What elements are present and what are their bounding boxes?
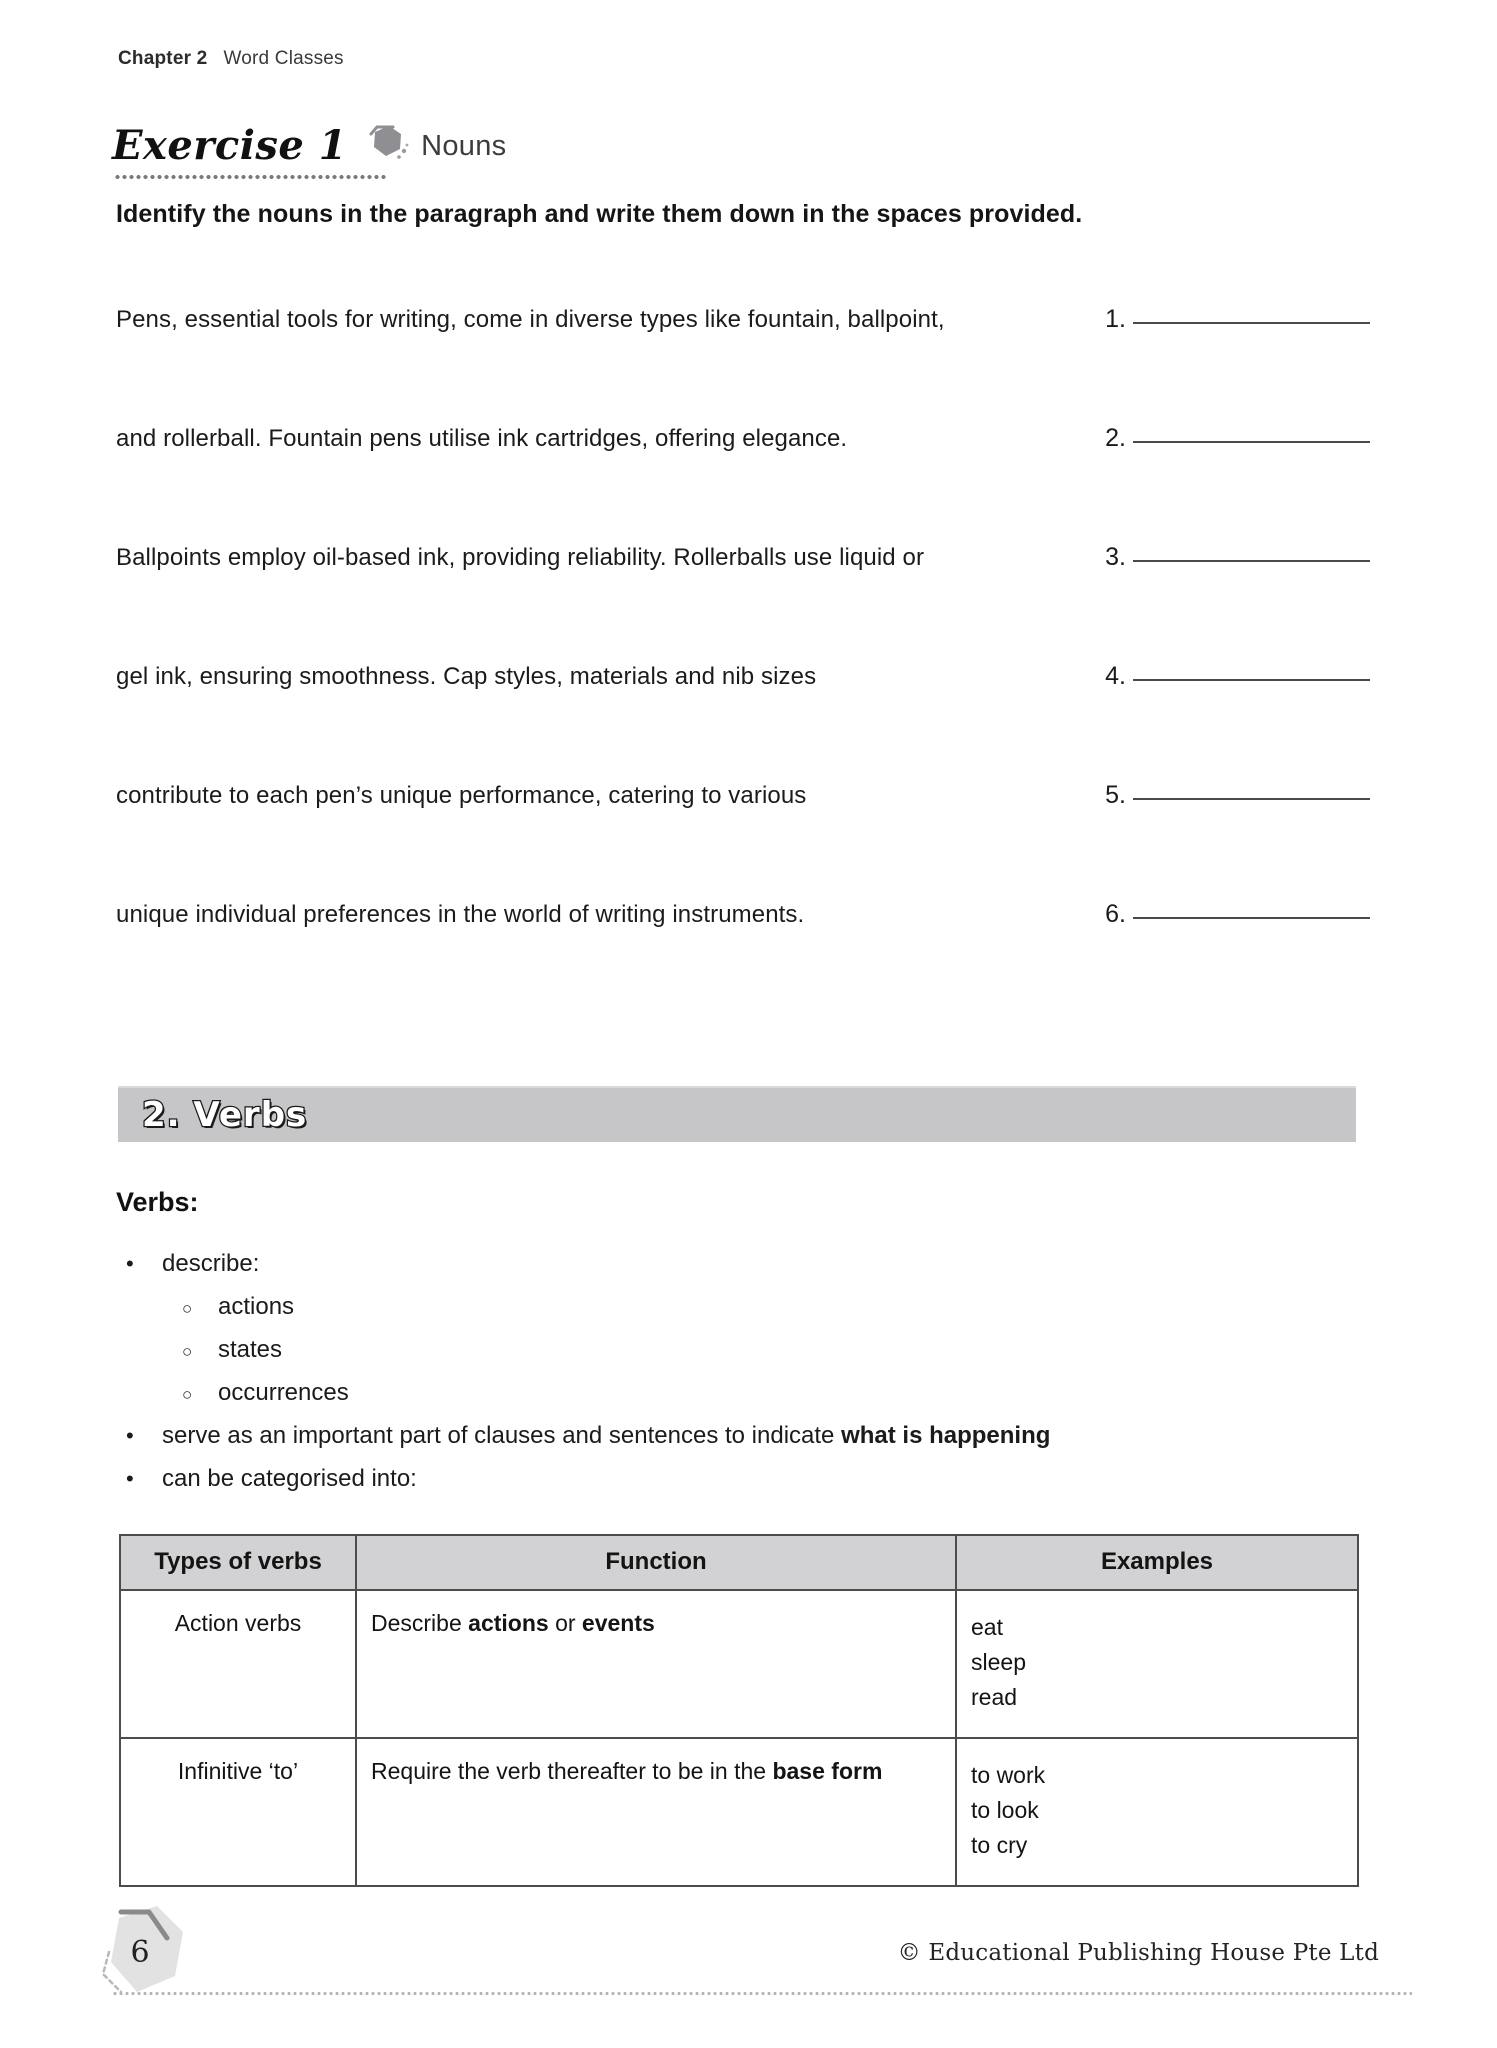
exercise-title: Exercise 1 [112, 122, 348, 169]
list-item-label: states [218, 1336, 283, 1363]
list-item [116, 1293, 1356, 1336]
paragraph-line: Ballpoints employ oil-based ink, providing reliability. Rollerballs use liquid or [116, 544, 925, 571]
chapter-label: Chapter 2 [118, 48, 208, 69]
example-item: sleep [971, 1648, 1026, 1675]
answer-slot[interactable] [1096, 424, 1386, 453]
section-banner-title: 2. Verbs [142, 1095, 308, 1135]
function-emphasis: events [581, 1610, 655, 1636]
paragraph-row [116, 543, 1386, 662]
answer-write-line[interactable] [1133, 441, 1370, 443]
paragraph-row [116, 424, 1386, 543]
answer-slot[interactable] [1096, 662, 1386, 691]
page-number: 6 [130, 1934, 150, 1970]
answer-number: 5. [1105, 781, 1126, 809]
answer-write-line[interactable] [1133, 917, 1370, 919]
list-item-emphasis: what is happening [841, 1422, 1051, 1449]
list-item [116, 1422, 1356, 1465]
cell-function: Describe actions or events [356, 1590, 956, 1738]
bullet-dot-icon: • [126, 1423, 134, 1448]
copyright-notice: © Educational Publishing House Pte Ltd [897, 1940, 1379, 1966]
paragraph-and-answers [116, 305, 1386, 1019]
paragraph-row [116, 781, 1386, 900]
answer-number: 2. [1105, 424, 1126, 452]
answer-number: 4. [1105, 662, 1126, 690]
paragraph-line: gel ink, ensuring smoothness. Cap styles, materials and nib sizes [116, 663, 817, 690]
bullet-dot-icon: • [126, 1251, 134, 1276]
function-emphasis: base form [772, 1758, 883, 1784]
example-item: eat [971, 1614, 1003, 1640]
section-banner-verbs [118, 1086, 1356, 1142]
answer-write-line[interactable] [1133, 322, 1370, 324]
list-item-label: occurrences [218, 1379, 349, 1406]
paragraph-line: unique individual preferences in the world of writing instruments. [116, 901, 805, 928]
list-item-label: actions [218, 1293, 295, 1320]
list-item-label: describe: [162, 1250, 260, 1277]
paragraph-line: contribute to each pen’s unique performance, catering to various [116, 782, 807, 809]
verbs-bullet-list [116, 1250, 1356, 1508]
footer-dotted-rule [112, 1991, 1412, 1996]
column-header-examples: Examples [956, 1535, 1358, 1590]
cell-verb-type: Action verbs [120, 1590, 356, 1738]
paragraph-line: Pens, essential tools for writing, come in diverse types like fountain, ballpoint, [116, 306, 945, 333]
paragraph-row [116, 900, 1386, 1019]
answer-slot[interactable] [1096, 900, 1386, 929]
list-item [116, 1336, 1356, 1379]
exercise-topic: Nouns [421, 130, 507, 162]
answer-slot[interactable] [1096, 781, 1386, 810]
example-item: to work [971, 1762, 1046, 1788]
paragraph-row [116, 305, 1386, 424]
exercise-header [112, 110, 507, 169]
bullet-circle-icon: ○ [182, 1385, 193, 1404]
cell-verb-type: Infinitive ‘to’ [120, 1738, 356, 1886]
column-header-types: Types of verbs [120, 1535, 356, 1590]
answer-write-line[interactable] [1133, 560, 1370, 562]
answer-number: 6. [1105, 900, 1126, 928]
bullet-dot-icon: • [126, 1466, 134, 1491]
column-header-function: Function [356, 1535, 956, 1590]
list-item [116, 1379, 1356, 1422]
table-header-row [120, 1535, 1358, 1590]
cell-examples [956, 1590, 1358, 1738]
table-row [120, 1738, 1358, 1886]
verbs-subheading: Verbs: [116, 1187, 199, 1217]
list-item-label: can be categorised into: [162, 1465, 417, 1492]
exercise-underline-dots [114, 174, 386, 180]
answer-number: 1. [1105, 305, 1126, 333]
bullet-circle-icon: ○ [182, 1299, 193, 1318]
bullet-circle-icon: ○ [182, 1342, 193, 1361]
list-item-label: serve as an important part of clauses and sentences to indicate what is happening [162, 1422, 1051, 1449]
answer-number: 3. [1105, 543, 1126, 571]
chapter-title: Word Classes [223, 48, 344, 69]
paragraph-row [116, 662, 1386, 781]
verb-types-table [119, 1534, 1359, 1887]
answer-write-line[interactable] [1133, 798, 1370, 800]
cell-examples [956, 1738, 1358, 1886]
example-item: read [971, 1683, 1018, 1710]
list-item [116, 1465, 1356, 1508]
function-emphasis: actions [468, 1610, 549, 1636]
example-item: to look [971, 1796, 1039, 1823]
answer-slot[interactable] [1096, 305, 1386, 334]
example-item: to cry [971, 1831, 1028, 1858]
cell-function: Require the verb thereafter to be in the base form [356, 1738, 956, 1886]
exercise-instruction: Identify the nouns in the paragraph and write them down in the spaces provided. [116, 200, 1083, 228]
pencil-hexagon-icon [363, 120, 409, 162]
chapter-running-head [118, 48, 344, 70]
answer-write-line[interactable] [1133, 679, 1370, 681]
answer-slot[interactable] [1096, 543, 1386, 572]
list-item [116, 1250, 1356, 1293]
page-number-badge [95, 1900, 191, 2004]
paragraph-line: and rollerball. Fountain pens utilise ink cartridges, offering elegance. [116, 425, 848, 452]
table-row [120, 1590, 1358, 1738]
